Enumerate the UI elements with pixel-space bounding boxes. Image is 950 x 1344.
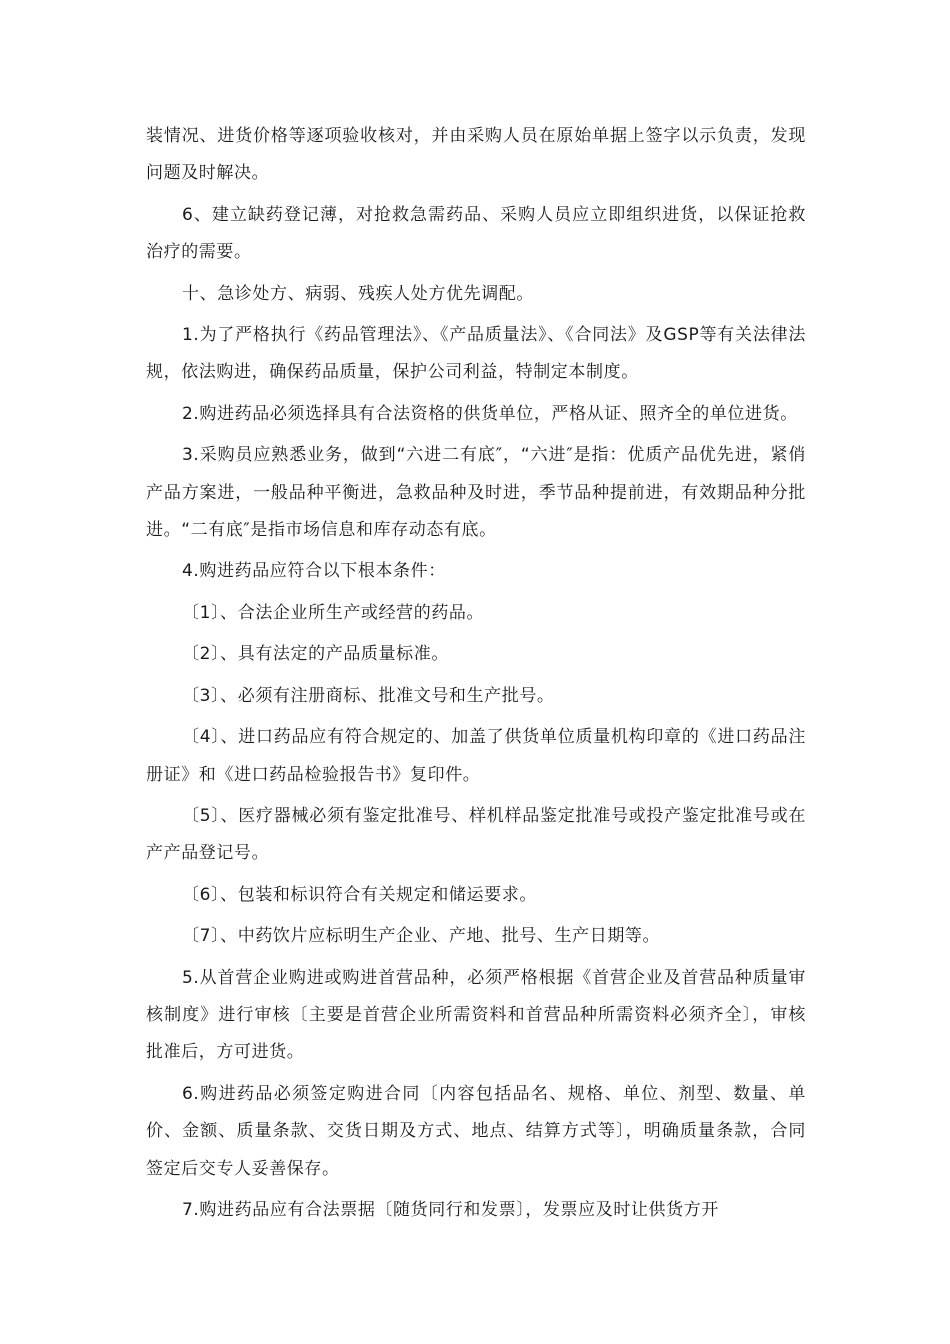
paragraph-9: 〔2〕、具有法定的产品质量标准。 <box>182 644 449 665</box>
paragraph-1: 装情况、进货价格等逐项验收核对，并由采购人员在原始单据上签字以示负责，发现问题及时解决。 <box>146 126 806 184</box>
paragraph-17: 7.购进药品应有合法票据〔随货同行和发票〕，发票应及时让供货方开 <box>182 1199 719 1220</box>
paragraph-16: 6.购进药品必须签定购进合同〔内容包括品名、规格、单位、剂型、数量、单价、金额、质量条款、交货日期及方式、地点、结算方式等〕，明确质量条款，合同签定后交专人妥善保存。 <box>146 1083 806 1179</box>
document-body <box>146 118 806 1233</box>
paragraph-11: 〔4〕、进口药品应有符合规定的、加盖了供货单位质量机构印章的《进口药品注册证》和《进口药品检验报告书》复印件。 <box>146 727 806 785</box>
paragraph-14: 〔7〕、中药饮片应标明生产企业、产地、批号、生产日期等。 <box>182 926 661 947</box>
paragraph-10: 〔3〕、必须有注册商标、批准文号和生产批号。 <box>182 685 555 706</box>
paragraph-12: 〔5〕、医疗器械必须有鉴定批准号、样机样品鉴定批准号或投产鉴定批准号或在产产品登记号。 <box>146 805 806 864</box>
paragraph-5: 2.购进药品必须选择具有合法资格的供货单位，严格从证、照齐全的单位进货。 <box>182 403 798 424</box>
paragraph-7: 4.购进药品应符合以下根本条件： <box>182 561 446 582</box>
paragraph-2: 6、建立缺药登记薄，对抢救急需药品、采购人员应立即组织进货，以保证抢救治疗的需要。 <box>146 204 806 263</box>
paragraph-6: 3.采购员应熟悉业务，做到“六进二有底″，“六进″是指：优质产品优先进，紧俏产品方案进，一般品种平衡进，急救品种及时进，季节品种提前进，有效期品种分批进。“二有底″是指市场信息和库存动态有底。 <box>146 445 806 541</box>
paragraph-4: 1.为了严格执行《药品管理法》、《产品质量法》、《合同法》及GSP等有关法律法规，依法购进，确保药品质量，保护公司利益，特制定本制度。 <box>146 325 806 383</box>
paragraph-3: 十、急诊处方、病弱、残疾人处方优先调配。 <box>182 283 534 304</box>
paragraph-15: 5.从首营企业购进或购进首营品种，必须严格根据《首营企业及首营品种质量审核制度》进行审核〔主要是首营企业所需资料和首营品种所需资料必须齐全〕，审核批准后，方可进货。 <box>146 967 806 1063</box>
paragraph-13: 〔6〕、包装和标识符合有关规定和储运要求。 <box>182 884 537 905</box>
paragraph-8: 〔1〕、合法企业所生产或经营的药品。 <box>182 602 485 623</box>
